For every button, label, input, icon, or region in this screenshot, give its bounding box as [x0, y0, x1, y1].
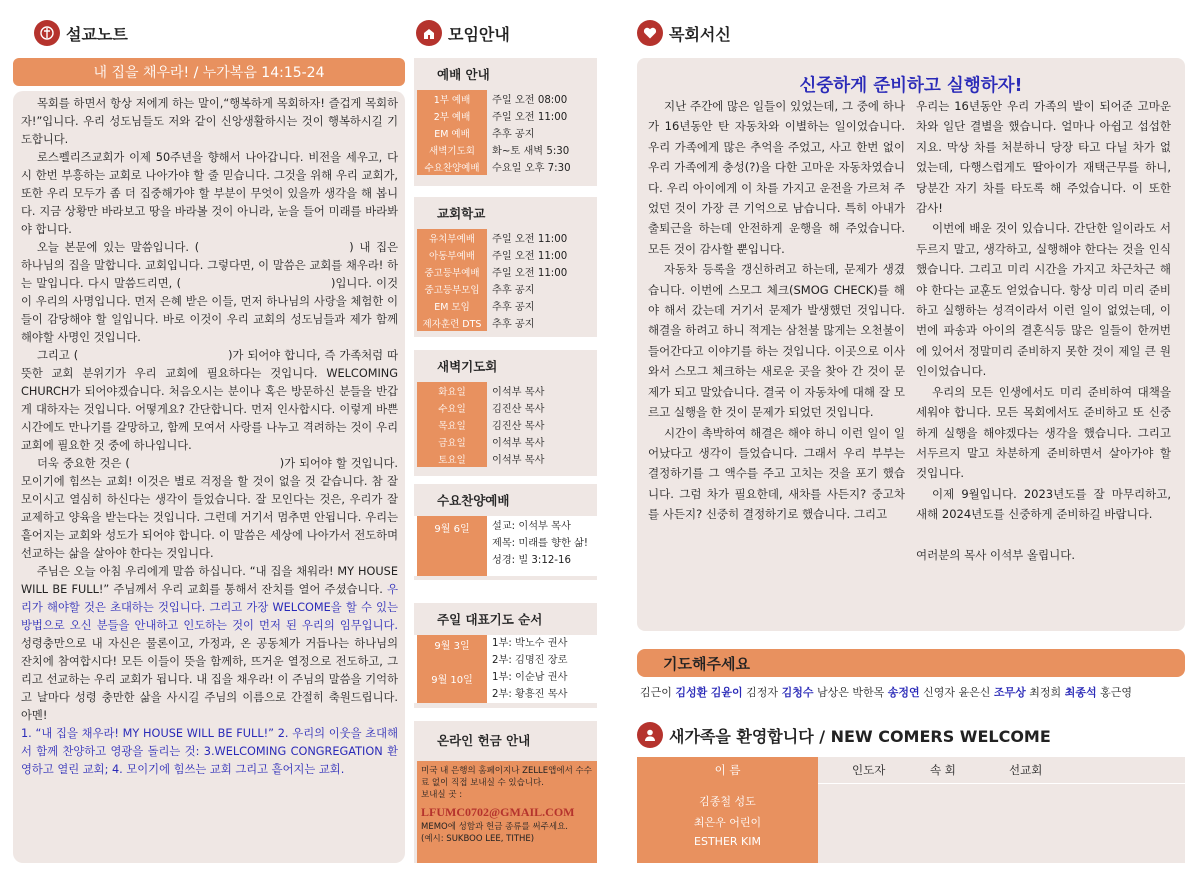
letter-paragraph: 우리의 모든 인생에서도 미리 준비하여 대책을 세워야 합니다. 모든 목회에서도 준비하고 또 신중하게 실행을 해야겠다는 생각을 했습니다. 그리고 서두르지 말고 차분하게 준비하면서 살아가야 할 것입니다.: [916, 384, 1171, 481]
newcomers-table: [637, 757, 1185, 863]
dawn-row: 화요일 이석부 목사: [414, 382, 597, 399]
letter-right-column: [916, 96, 1171, 565]
school-row: 유치부예배 주일 오전 11:00: [414, 229, 597, 246]
offering-line: 보내실 곳 :: [421, 790, 463, 800]
school-row: EM 모임 추후 공지: [414, 297, 597, 314]
prayer-order-second: 2부: 황흥진 목사: [492, 689, 568, 700]
wednesday-preacher: 설교: 이석부 목사: [492, 521, 571, 532]
prayer-name: 김정자: [746, 686, 779, 699]
church-logo-icon: [34, 20, 60, 46]
church-school-title: 교회학교: [437, 206, 486, 221]
letter-paragraph: 자동차 등록을 갱신하려고 하는데, 문제가 생겼습니다. 이번에 스모그 체크(SMOG CHECK)를 해야 해서 갔는데 거기서 문제가 발생했던 것입니다. 해결을 하려고 하니 적게는 삼천불 많게는 오천불이 들어간다고 이야기를 하는 것입니다. 이곳으로 이사와서 스모그 체크하는 새로운 곳을 찾아 간 것이 문제가 되고 말았습니다. 결국 이 자동차에 대해 잘 모르고 실행을 한 것이 문제가 되었던 것입니다.: [648, 262, 905, 420]
worship-row: EM 예배 추후 공지: [414, 124, 597, 141]
prayer-name: 홍근영: [1100, 686, 1132, 699]
prayer-order-date: 9월 3일: [417, 635, 487, 669]
wednesday-sermon-title: 제목: 미래를 향한 삶!: [492, 538, 588, 549]
newcomer-name: ESTHER KIM: [694, 835, 761, 848]
pastoral-letter-title: 목회서신: [669, 24, 731, 44]
sermon-paragraph: 로스펠리즈교회가 이제 50주년을 향해서 나아갑니다. 비전을 세우고, 다시 한번 부흥하는 교회로 나아가야 할 줄 믿습니다. 그것을 위해 우리 교회가, 또한 우리 모두가 좀 더 집중해가야 할 부분이 무엇이 있을까 생각을 해 봅니다. 지금 상황만 바라보고 땅을 바라볼 것이 아니라, 눈을 들어 미래를 바라봐야 합니다.: [21, 151, 398, 236]
church-school-card: [414, 197, 597, 337]
pastoral-letter-heading: [637, 20, 731, 46]
school-row: 아동부예배 주일 오전 11:00: [414, 246, 597, 263]
letter-headline: 신중하게 준비하고 실행하자!: [799, 76, 1023, 96]
sermon-paragraph: 목회를 하면서 항상 저에게 하는 말이,“행복하게 목회하자! 즐겁게 목회하자!”입니다. 우리 성도님들도 저와 같이 신앙생활하시는 것이 행복하시길 기도합니다.: [21, 97, 398, 146]
prayer-name: 김근이: [640, 686, 672, 699]
dawn-row: 토요일 이석부 목사: [414, 450, 597, 467]
online-offering-card: [414, 721, 597, 863]
sermon-paragraph: 주님은 오늘 아침 우리에게 말씀 하십니다. “내 집을 채워라! MY HOUSE WILL BE FULL!” 주님께서 우리 교회를 통해서 잔치를 열어 주셨습니다. 우리가 해야할 것은 초대하는 것입니다. 그리고 가장 WELCOME을 할 수 있는 방법으로 오신 분들을 안내하고 인도하는 것이 먼저 된 우리의 임무입니다. 성령충만으로 내 자신은 물론이고, 가정과, 온 공동체가 거듭나는 하나님의 잔치에 참여합시다! 모든 이들이 뜻을 함께하, 뜨거운 열정으로 전도하고, 그리고 선교하는 우리 교회가 됩니다. 내 집을 채우라! 이 주님의 말씀을 기억하고 날마다 성령 충만한 삶을 사시길 주님의 이름으로 간절히 축원드립니다. 아멘!: [21, 565, 398, 722]
newcomers-title: 새가족을 환영합니다 / NEW COMERS WELCOME: [669, 726, 1051, 746]
meetings-title: 모임안내: [448, 24, 510, 44]
prayer-name: 김윤이: [710, 686, 743, 699]
prayer-name-list: [640, 684, 1200, 700]
prayer-name: 송정연: [887, 686, 920, 699]
offering-email[interactable]: LFUMC0702@GMAIL.COM: [421, 805, 575, 819]
worship-title: 예배 안내: [437, 67, 490, 82]
wednesday-date: 9월 6일: [417, 516, 487, 576]
prayer-order-second: 2부: 김명진 장로: [492, 655, 568, 666]
sermon-title-banner: 내 집을 채우라! / 누가복음 14:15-24: [13, 58, 405, 86]
header-class: 속 회: [930, 763, 956, 777]
prayer-order-first: 1부: 박노수 권사: [492, 638, 568, 649]
newcomers-heading: [637, 722, 1051, 748]
prayer-name: 김청수: [781, 686, 814, 699]
school-row: 중고등부모임 추후 공지: [414, 280, 597, 297]
prayer-name: 김성환: [675, 686, 708, 699]
heart-icon: [637, 20, 663, 46]
letter-paragraph: 지난 주간에 많은 일들이 있었는데, 그 중에 하나가 16년동안 탄 자동차와 이별하는 일이었습니다. 우리 가족에게 많은 추억을 주었고, 사고 한번 없이 우리 가족에게 충성(?)을 다한 고마운 자동차였습니다. 우리 아이에게 이 차를 가지고 운전을 가르쳐 주었던 것이 가장 큰 기억으로 남습니다. 특히 아내가 출퇴근을 하는데 안전하게 운행을 해 주었습니다. 모든 것이 감사할 뿐입니다.: [648, 99, 905, 256]
worship-row: 새벽기도회 화~토 새벽 5:30: [414, 141, 597, 158]
prayer-order-date: 9월 10일: [417, 669, 487, 703]
offering-instructions: [417, 761, 597, 863]
school-row: 중고등부예배 주일 오전 11:00: [414, 263, 597, 280]
worship-row: 수요찬양예배 수요일 오후 7:30: [414, 158, 597, 175]
offering-line: (예시: SUKBOO LEE, TITHE): [421, 834, 535, 844]
letter-paragraph: 이번에 배운 것이 있습니다. 간단한 일이라도 서두르지 말고, 생각하고, 실행해야 한다는 것을 인식했습니다. 그리고 미리 시간을 가지고 차근차근 해야 한다는 교훈도 얻었습니다. 항상 미리 미리 준비하고 실행하는 성격이라서 이런 일이 없었는데, 이번에 파송과 아이의 결혼식등 많은 일들이 한꺼번에 있어서 정말미리 준비하지 못한 것이 제일 큰 원인이었습니다.: [916, 221, 1171, 379]
wednesday-scripture: 성경: 빌 3:12-16: [492, 555, 571, 566]
dawn-prayer-card: [414, 350, 597, 476]
person-icon: [637, 722, 663, 748]
offering-line: MEMO에 성함과 헌금 종류를 써주세요.: [421, 822, 568, 832]
letter-paragraph: 이제 9월입니다. 2023년도를 잘 마무리하고, 새해 2024년도를 신중하게 준비하길 바랍니다.: [916, 486, 1171, 522]
wednesday-worship-title: 수요찬양예배: [437, 493, 510, 508]
prayer-name: 조무상: [993, 686, 1026, 699]
newcomers-table-header: [637, 757, 1185, 783]
header-guide: 인도자: [852, 763, 886, 777]
sermon-paragraph: 오늘 본문에 있는 말씀입니다. ( ) 내 집은 하나님의 집을 말합니다. 교회입니다. 그렇다면, 이 말씀은 교회를 채우라! 하는 말입니다. 다시 말씀드리면, ( )입니다. 이것이 우리의 사명입니다. 먼저 은혜 받은 이들, 먼저 하나님의 사랑을 체험한 이들이 감당해야 할 일입니다. 바로 이것이 우리 교회의 성도님들과 제가 함께 해야할 사명인 것입니다.: [21, 241, 398, 344]
sermon-paragraph: 더욱 중요한 것은 ( )가 되어야 할 것입니다. 모이기에 힘쓰는 교회! 이것은 별로 걱정을 할 것이 없을 것 같습니다. 참 잘 모이시고 열심히 하신다는 생각이 들었습니다. 잘 모인다는 것은, 우리가 잘 교제하고 양육을 받는다는 것입니다. 그런데 거기서 멈추면 안됩니다. 우리는 흩어지는 교회와 성도가 되어야 합니다. 이 말씀은 세상에 나아가서 전도하며 선교하는 삶을 살아야 한다는 것입니다.: [21, 457, 398, 560]
worship-row: 1부 예배 주일 오전 08:00: [414, 90, 597, 107]
newcomer-name: 최은우 어린이: [693, 816, 762, 829]
prayer-name: 윤은신: [958, 686, 991, 699]
letter-signature: 여러분의 목사 이석부 올립니다.: [916, 547, 1076, 562]
meetings-heading: [416, 20, 510, 46]
prayer-name: 신영자: [923, 686, 956, 699]
dawn-prayer-title: 새벽기도회: [437, 359, 498, 374]
letter-paragraph: 시간이 촉박하여 해결은 해야 하니 이런 일이 일어났다고 생각이 들었습니다. 그래서 우리 부부는 결정하기를 그 액수를 주고 고치는 것을 포기 했습니다. 그럼 차가 필요한데, 새차를 사든지? 중고차를 사든지? 신중히 결정하기로 했습니다. 그리고: [648, 425, 905, 522]
prayer-order-week: [414, 669, 597, 703]
newcomer-name: 김종철 성도: [699, 795, 756, 808]
prayer-name: 남상은: [816, 686, 849, 699]
online-offering-title: 온라인 헌금 안내: [437, 733, 531, 748]
dawn-row: 목요일 김진산 목사: [414, 416, 597, 433]
pastoral-letter-box: [637, 58, 1185, 631]
worship-row: 2부 예배 주일 오전 11:00: [414, 107, 597, 124]
sermon-notes-title: 설교노트: [66, 24, 128, 44]
prayer-order-title: 주일 대표기도 순서: [437, 612, 543, 627]
prayer-order-card: [414, 603, 597, 708]
header-mission: 선교회: [1009, 763, 1043, 777]
worship-card: [414, 58, 597, 186]
prayer-order-week: [414, 635, 597, 669]
sermon-body: [13, 91, 405, 863]
prayer-request-heading: 기도해주세요: [637, 649, 1185, 677]
school-row: 제자훈련 DTS 추후 공지: [414, 314, 597, 331]
header-name: 이 름: [714, 763, 741, 777]
sermon-notes-heading: [34, 20, 128, 46]
sermon-answers: 1. “내 집을 채우라! MY HOUSE WILL BE FULL!” 2. 우리의 이웃을 초대해서 함께 찬양하고 영광을 돌리는 것: 3.WELCOMING CONGREGATION 환영하고 열린 교회; 4. 모이기에 힘쓰는 교회 그리고 흩어지는 교회.: [21, 727, 398, 776]
wednesday-worship-detail: [414, 516, 597, 576]
table-divider: [818, 783, 1185, 784]
prayer-name: 최종석: [1064, 686, 1097, 699]
letter-left-column: [648, 96, 905, 525]
dawn-row: 수요일 김진산 목사: [414, 399, 597, 416]
letter-paragraph: 우리는 16년동안 우리 가족의 발이 되어준 고마운 차와 일단 결별을 했습니다. 얼마나 아쉽고 섭섭한지요. 막상 차를 처분하니 당장 타고 다닐 차가 없었는데, 다행스럽게도 딸아이가 재택근무를 하니, 당분간 자기 차를 타도록 해 주었습니다. 이 또한 감사!: [916, 99, 1171, 216]
sermon-paragraph: 그리고 ( )가 되어야 합니다, 즉 가족처럼 따뜻한 교회 분위기가 우리 교회에 필요하다는 것입니다. WELCOMING CHURCH가 되어야겠습니다. 처음오시는 분이나 혹은 방문하신 분들을 반갑게 대하자는 것입니다. 어떻게요? 간단합니다. 먼저 인사합시다. 이렇게 바쁜 시간에도 만나기를 갈망하고, 함께 모여서 사랑를 나누고 격려하는 것이 우리 교회에 필요한 것 중에 하나입니다.: [21, 349, 398, 452]
prayer-order-first: 1부: 이순남 권사: [492, 672, 568, 683]
prayer-name: 최정희: [1029, 686, 1062, 699]
offering-line: 미국 내 은행의 홈페이지나 ZELLE앱에서 수수료 없이 직접 보내실 수 있습니다.: [421, 766, 592, 788]
dawn-row: 금요일 이석부 목사: [414, 433, 597, 450]
prayer-name: 박한목: [852, 686, 885, 699]
wednesday-worship-card: [414, 484, 597, 580]
church-building-icon: [416, 20, 442, 46]
